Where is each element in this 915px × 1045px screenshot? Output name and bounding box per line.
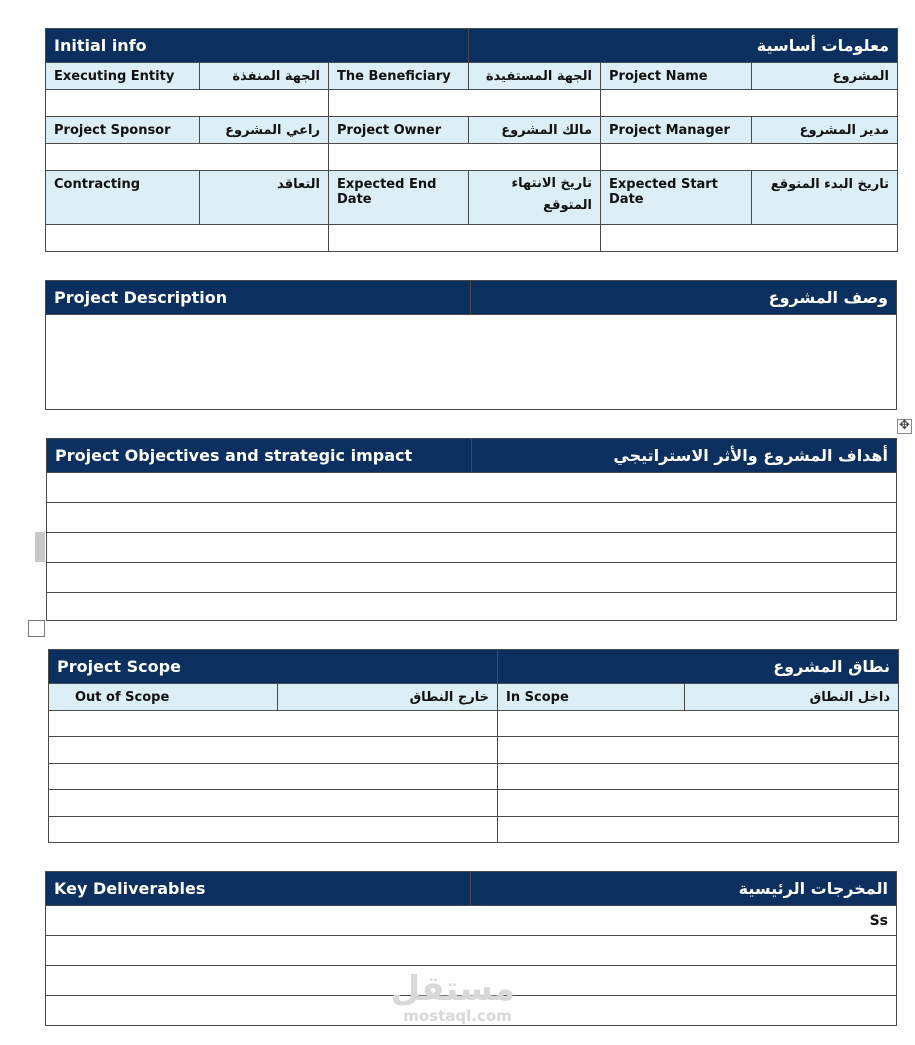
- in-scope-label-en: In Scope: [498, 684, 685, 711]
- out-of-scope-cell[interactable]: [49, 764, 498, 790]
- in-scope-cell[interactable]: [498, 737, 899, 764]
- contracting-label-en: Contracting: [46, 171, 200, 225]
- in-scope-cell[interactable]: [498, 764, 899, 790]
- beneficiary-value[interactable]: [329, 90, 601, 117]
- owner-value[interactable]: [329, 144, 601, 171]
- in-scope-label-ar: داخل النطاق: [685, 684, 899, 711]
- out-of-scope-label-en: Out of Scope: [49, 684, 278, 711]
- out-of-scope-cell[interactable]: [49, 737, 498, 764]
- watermark-arabic: مستقل: [390, 969, 515, 1009]
- deliverable-row[interactable]: [46, 996, 897, 1026]
- objectives-title-ar: أهداف المشروع والأثر الاستراتيجي: [472, 439, 897, 473]
- in-scope-cell[interactable]: [498, 817, 899, 843]
- objective-row[interactable]: [47, 503, 897, 533]
- end-date-value[interactable]: [329, 225, 601, 252]
- beneficiary-label-en: The Beneficiary: [329, 63, 469, 90]
- deliverables-title-en: Key Deliverables: [46, 872, 471, 906]
- description-body[interactable]: [46, 315, 897, 410]
- scope-title-en: Project Scope: [49, 650, 498, 684]
- initial-info-title-ar: معلومات أساسية: [469, 29, 898, 63]
- out-of-scope-cell[interactable]: [49, 790, 498, 817]
- start-date-label-ar: تاريخ البدء المتوقع: [752, 171, 898, 225]
- manager-value[interactable]: [601, 144, 898, 171]
- executing-entity-value[interactable]: [46, 90, 329, 117]
- sponsor-label-ar: راعي المشروع: [200, 117, 329, 144]
- initial-info-title-en: Initial info: [46, 29, 469, 63]
- end-date-label-en: Expected End Date: [329, 171, 469, 225]
- in-scope-cell[interactable]: [498, 711, 899, 737]
- deliverable-row[interactable]: [46, 936, 897, 966]
- executing-entity-label-en: Executing Entity: [46, 63, 200, 90]
- objectives-title-en: Project Objectives and strategic impact: [47, 439, 472, 473]
- contracting-label-ar: التعاقد: [200, 171, 329, 225]
- start-date-value[interactable]: [601, 225, 898, 252]
- sponsor-label-en: Project Sponsor: [46, 117, 200, 144]
- deliverables-title-ar: المخرجات الرئيسية: [471, 872, 897, 906]
- objective-row[interactable]: [47, 533, 897, 563]
- deliverable-row[interactable]: [46, 966, 897, 996]
- project-name-label-en: Project Name: [601, 63, 752, 90]
- move-cross-icon[interactable]: ✥: [897, 419, 912, 434]
- start-date-label-en: Expected Start Date: [601, 171, 752, 225]
- description-title-ar: وصف المشروع: [471, 281, 897, 315]
- owner-label-en: Project Owner: [329, 117, 469, 144]
- owner-label-ar: مالك المشروع: [469, 117, 601, 144]
- manager-label-en: Project Manager: [601, 117, 752, 144]
- scope-table: [48, 649, 899, 843]
- end-date-label-ar: تاريخ الانتهاء المتوقع: [469, 171, 601, 225]
- out-of-scope-cell[interactable]: [49, 711, 498, 737]
- out-of-scope-cell[interactable]: [49, 817, 498, 843]
- description-title-en: Project Description: [46, 281, 471, 315]
- project-name-value[interactable]: [601, 90, 898, 117]
- objective-row[interactable]: [47, 473, 897, 503]
- deliverables-table: [45, 871, 897, 1026]
- deliverable-row-first[interactable]: Ss: [46, 906, 897, 936]
- project-name-label-ar: المشروع: [752, 63, 898, 90]
- description-table: [45, 280, 897, 410]
- manager-label-ar: مدير المشروع: [752, 117, 898, 144]
- objective-row[interactable]: [47, 563, 897, 593]
- out-of-scope-label-ar: خارج النطاق: [278, 684, 498, 711]
- objective-row[interactable]: [47, 593, 897, 621]
- objectives-table: [46, 438, 897, 621]
- scope-title-ar: نطاق المشروع: [498, 650, 899, 684]
- sponsor-value[interactable]: [46, 144, 329, 171]
- initial-info-table: [45, 28, 898, 252]
- watermark-url: mostaql.com: [403, 1007, 512, 1025]
- beneficiary-label-ar: الجهة المستفيدة: [469, 63, 601, 90]
- selection-marker: [35, 532, 45, 562]
- executing-entity-label-ar: الجهة المنفذة: [200, 63, 329, 90]
- contracting-value[interactable]: [46, 225, 329, 252]
- checkbox-marker[interactable]: [28, 620, 45, 637]
- in-scope-cell[interactable]: [498, 790, 899, 817]
